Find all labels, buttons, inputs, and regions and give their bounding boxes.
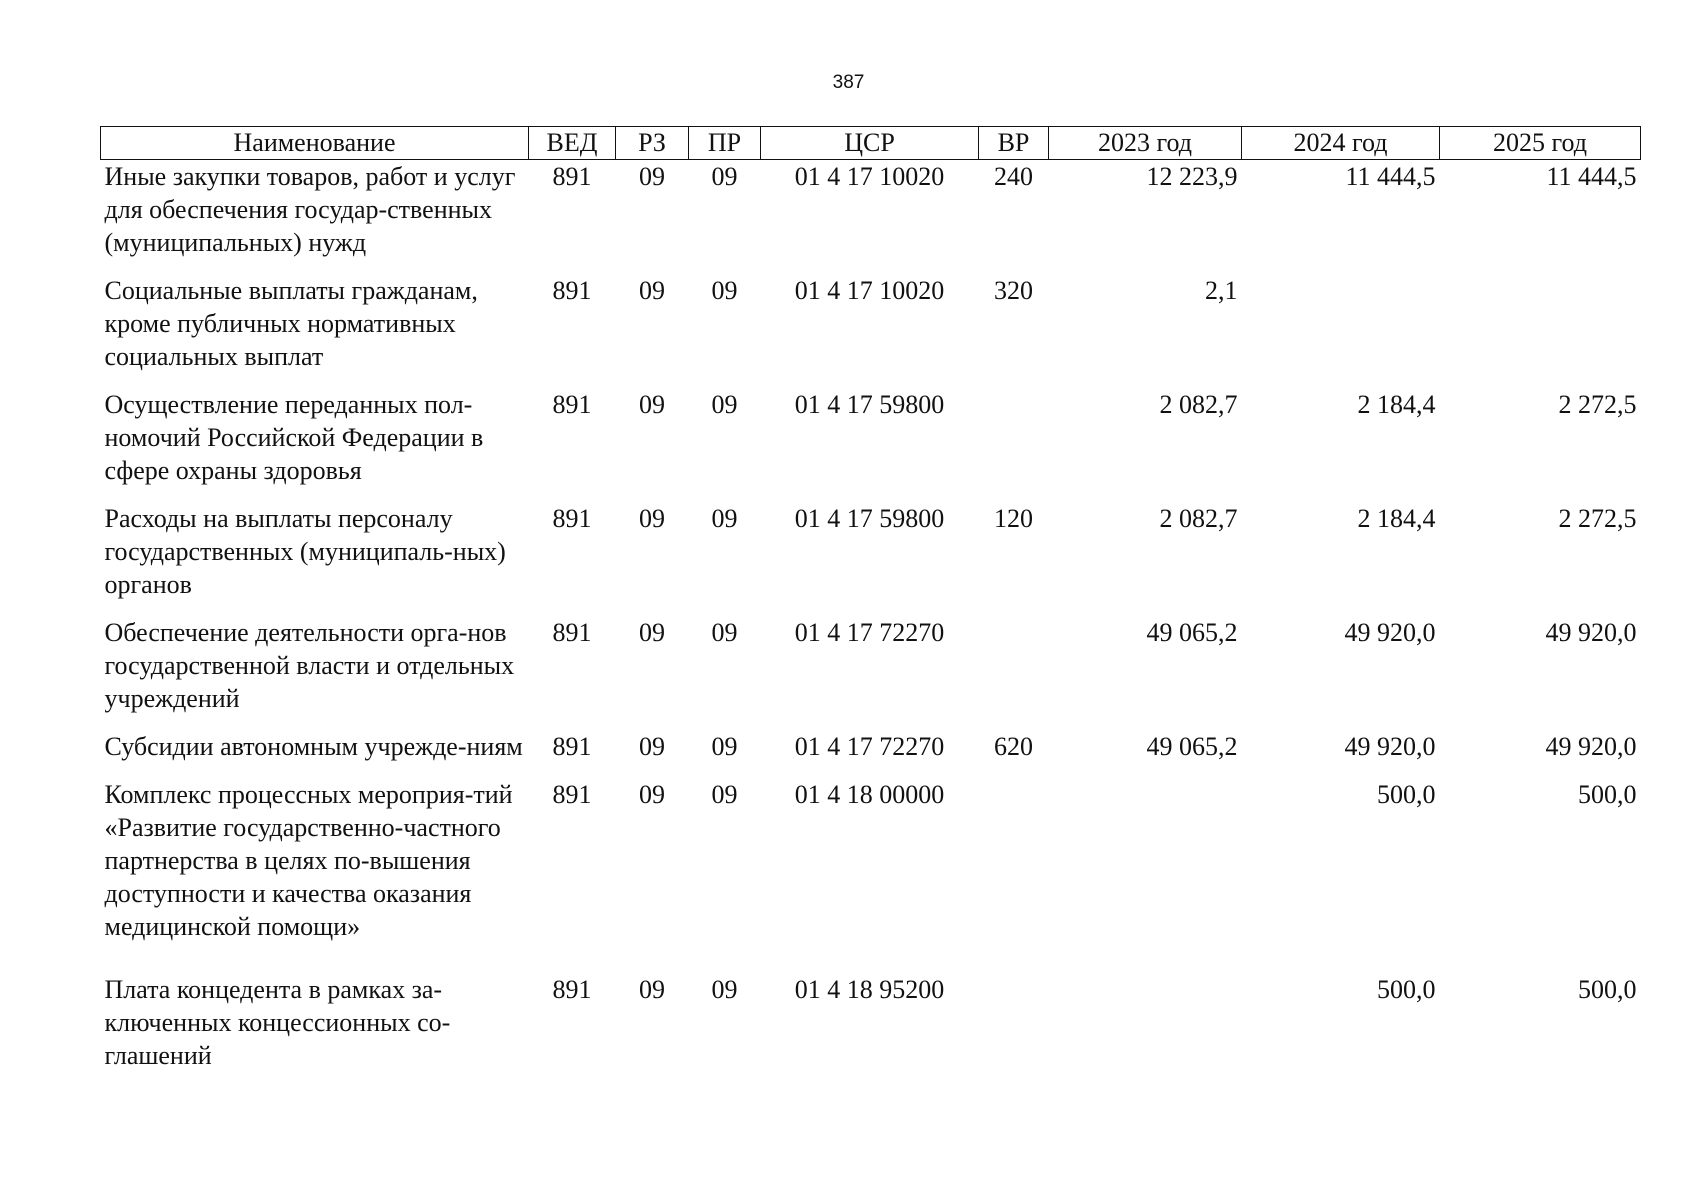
cell-2025: 2 272,5 — [1558, 504, 1637, 533]
cell-name: Осуществление переданных пол-номочий Российской Федерации в сфере охраны здоровья — [104, 390, 484, 485]
cell-2023: 12 223,9 — [1146, 162, 1238, 191]
cell-2025: 500,0 — [1578, 975, 1637, 1004]
cell-ved: 891 — [552, 780, 592, 809]
cell-2025: 2 272,5 — [1558, 390, 1637, 419]
header-2024: 2024 год — [1242, 127, 1440, 160]
cell-2024: 500,0 — [1377, 975, 1436, 1004]
header-2023: 2023 год — [1049, 127, 1242, 160]
budget-table — [100, 126, 1641, 1072]
cell-csr: 01 4 17 72270 — [794, 618, 945, 647]
table-row — [101, 274, 1641, 388]
table-row — [101, 973, 1641, 1072]
cell-2023: 2 082,7 — [1159, 390, 1238, 419]
cell-pr: 09 — [711, 732, 738, 761]
header-name: Наименование — [101, 127, 529, 160]
cell-2023 — [1049, 973, 1242, 1072]
cell-csr: 01 4 17 72270 — [794, 732, 945, 761]
cell-pr: 09 — [711, 618, 738, 647]
cell-name: Субсидии автономным учрежде-ниям — [104, 732, 523, 761]
table-row — [101, 730, 1641, 778]
cell-2023: 49 065,2 — [1146, 618, 1238, 647]
cell-2024: 49 920,0 — [1344, 618, 1436, 647]
header-pr: ПР — [689, 127, 761, 160]
cell-2025 — [1440, 274, 1641, 388]
cell-ved: 891 — [552, 276, 592, 305]
cell-pr: 09 — [711, 390, 738, 419]
cell-name: Обеспечение деятельности орга-нов государственной власти и отдельных учреждений — [104, 618, 515, 713]
header-vr: ВР — [979, 127, 1049, 160]
cell-rz: 09 — [639, 504, 665, 533]
cell-name: Комплекс процессных мероприя-тий «Развитие государственно-частного партнерства в целях по-вышения доступности и качества оказания медицинской помощи» — [104, 780, 513, 941]
cell-csr: 01 4 18 00000 — [794, 780, 945, 809]
cell-2025: 49 920,0 — [1545, 732, 1637, 761]
table-row — [101, 160, 1641, 275]
cell-vr: 120 — [994, 504, 1033, 533]
cell-2025: 500,0 — [1578, 780, 1637, 809]
cell-pr: 09 — [711, 975, 738, 1004]
cell-name: Расходы на выплаты персоналу государственных (муниципаль-ных) органов — [104, 504, 506, 599]
header-csr: ЦСР — [761, 127, 979, 160]
cell-2024: 2 184,4 — [1357, 504, 1436, 533]
cell-pr: 09 — [711, 276, 738, 305]
cell-ved: 891 — [552, 975, 592, 1004]
cell-rz: 09 — [639, 780, 665, 809]
cell-2023: 49 065,2 — [1146, 732, 1238, 761]
header-2025: 2025 год — [1440, 127, 1641, 160]
cell-name: Социальные выплаты гражданам, кроме публичных нормативных социальных выплат — [104, 276, 478, 371]
header-ved: ВЕД — [529, 127, 616, 160]
cell-2024 — [1242, 274, 1440, 388]
cell-vr: 620 — [994, 732, 1033, 761]
cell-2023: 2,1 — [1205, 276, 1238, 305]
cell-2023: 2 082,7 — [1159, 504, 1238, 533]
cell-csr: 01 4 17 10020 — [794, 162, 945, 191]
cell-2024: 49 920,0 — [1344, 732, 1436, 761]
cell-rz: 09 — [639, 732, 665, 761]
cell-vr — [979, 616, 1049, 730]
table-row — [101, 616, 1641, 730]
table-row — [101, 388, 1641, 502]
cell-ved: 891 — [552, 504, 592, 533]
table-row — [101, 502, 1641, 616]
cell-csr: 01 4 18 95200 — [794, 975, 945, 1004]
header-row — [101, 127, 1641, 160]
cell-vr: 320 — [994, 276, 1033, 305]
cell-name: Плата концедента в рамках за-ключенных концессионных со-глашений — [104, 975, 451, 1070]
cell-name: Иные закупки товаров, работ и услуг для обеспечения государ-ственных (муниципальных) нужд — [104, 162, 516, 257]
cell-vr — [979, 973, 1049, 1072]
cell-rz: 09 — [639, 162, 665, 191]
table-row — [101, 778, 1641, 973]
cell-rz: 09 — [639, 618, 665, 647]
cell-csr: 01 4 17 59800 — [794, 504, 945, 533]
cell-pr: 09 — [711, 504, 738, 533]
cell-2024: 2 184,4 — [1357, 390, 1436, 419]
cell-2023 — [1049, 778, 1242, 973]
cell-rz: 09 — [639, 975, 665, 1004]
cell-2024: 11 444,5 — [1345, 162, 1436, 191]
cell-csr: 01 4 17 10020 — [794, 276, 945, 305]
cell-ved: 891 — [552, 732, 592, 761]
cell-pr: 09 — [711, 162, 738, 191]
cell-rz: 09 — [639, 276, 665, 305]
cell-ved: 891 — [552, 162, 592, 191]
cell-vr: 240 — [994, 162, 1033, 191]
cell-pr: 09 — [711, 780, 738, 809]
cell-2024: 500,0 — [1377, 780, 1436, 809]
page-number: 387 — [832, 72, 865, 93]
cell-2025: 11 444,5 — [1546, 162, 1637, 191]
cell-ved: 891 — [552, 618, 592, 647]
cell-vr — [979, 778, 1049, 973]
cell-2025: 49 920,0 — [1545, 618, 1637, 647]
cell-rz: 09 — [639, 390, 665, 419]
cell-ved: 891 — [552, 390, 592, 419]
header-rz: РЗ — [616, 127, 689, 160]
cell-vr — [979, 388, 1049, 502]
cell-csr: 01 4 17 59800 — [794, 390, 945, 419]
